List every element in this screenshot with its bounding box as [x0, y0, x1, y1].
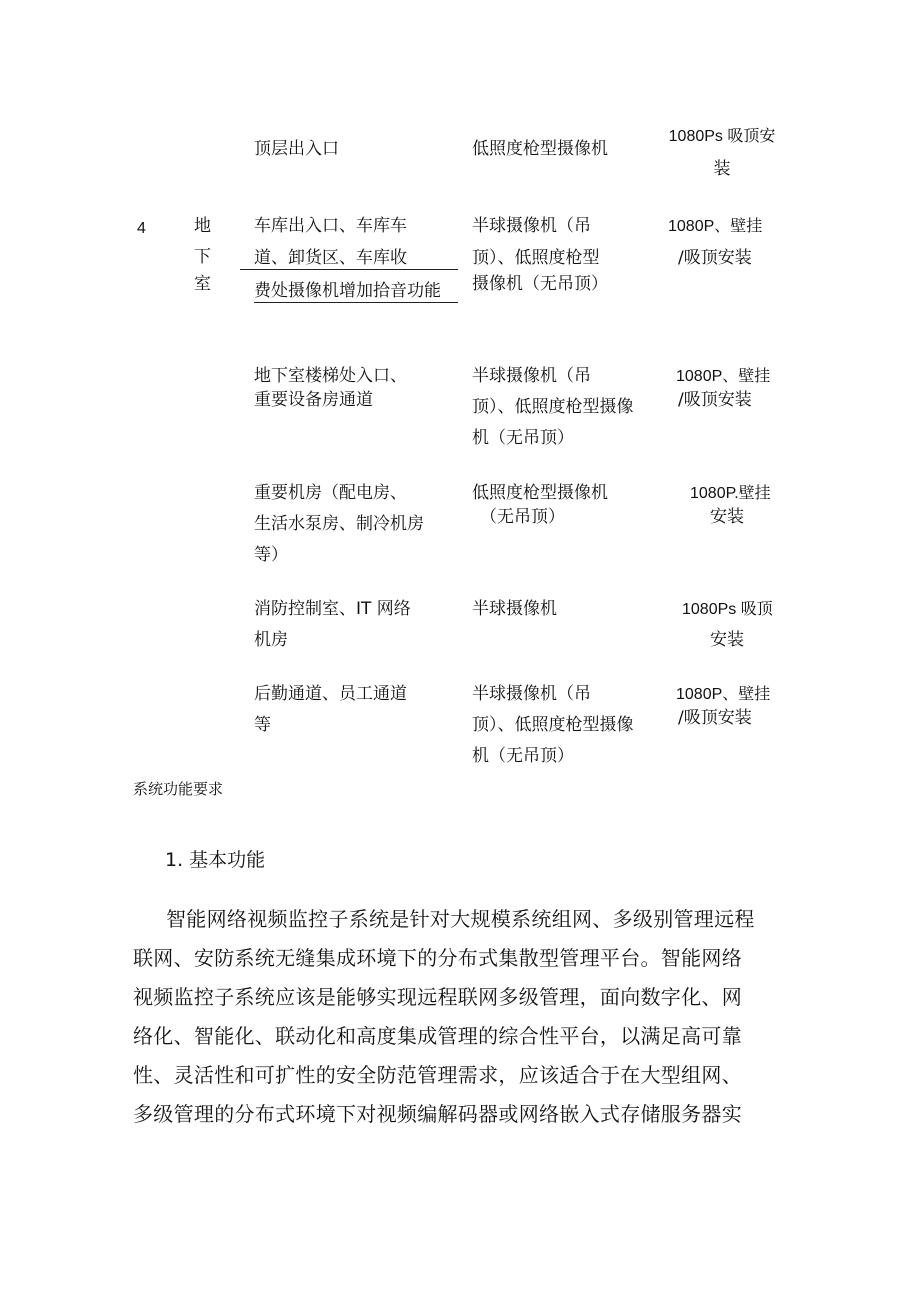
entry3-install-1: 1080P.壁挂 [690, 485, 771, 502]
paragraph-line-2: 联网、安防系统无缝集成环境下的分布式集散型管理平台。智能网络 [133, 946, 742, 970]
entry5-install-1: 1080P、壁挂 [676, 686, 771, 703]
entry4-location-1: 消防控制室、IT 网络 [254, 599, 411, 619]
row-top-install-2: 装 [713, 159, 731, 179]
entry3-location-2: 生活水泵房、制冷机房 [254, 514, 424, 534]
entry2-camera-3: 机（无吊顶） [472, 428, 574, 448]
entry5-camera-2: 顶）、低照度枪型摄像 [472, 715, 634, 735]
entry2-location-1: 地下室楼梯处入口、 [254, 366, 407, 386]
entry2-install-1: 1080P、壁挂 [676, 368, 771, 385]
entry3-location-3: 等） [254, 545, 288, 565]
entry5-location-1: 后勤通道、员工通道 [254, 684, 407, 704]
row-top-location: 顶层出入口 [254, 139, 339, 159]
paragraph-line-5: 性、灵活性和可扩性的安全防范管理需求，应该适合于在大型组网、 [133, 1063, 742, 1087]
entry2-camera-2: 顶）、低照度枪型摄像 [472, 397, 634, 417]
entry5-location-2: 等 [254, 715, 271, 735]
entry5-camera-1: 半球摄像机（吊 [472, 684, 591, 704]
entry3-camera-2: （无吊顶） [480, 507, 565, 527]
area-char-2: 下 [194, 247, 211, 267]
entry3-camera-1: 低照度枪型摄像机 [472, 483, 608, 503]
entry1-install-2: /吸顶安装 [678, 248, 752, 268]
entry5-install-2: /吸顶安装 [678, 708, 752, 728]
underline-divider [240, 269, 458, 270]
underline-text [254, 302, 458, 303]
entry4-camera-1: 半球摄像机 [472, 599, 557, 619]
entry1-install-1: 1080P、壁挂 [668, 218, 763, 235]
entry4-install-1: 1080Ps 吸顶 [682, 601, 773, 618]
entry3-install-2: 安装 [710, 507, 744, 527]
entry3-location-1: 重要机房（配电房、 [254, 483, 407, 503]
entry2-install-2: /吸顶安装 [678, 390, 752, 410]
row-top-camera: 低照度枪型摄像机 [472, 139, 608, 159]
entry1-camera-1: 半球摄像机（吊 [472, 216, 591, 236]
entry4-install-2: 安装 [710, 630, 744, 650]
entry2-location-2: 重要设备房通道 [254, 390, 373, 410]
area-char-1: 地 [194, 216, 211, 236]
subsection-title: 1. 基本功能 [165, 849, 266, 871]
area-char-3: 室 [194, 274, 211, 294]
entry2-camera-1: 半球摄像机（吊 [472, 366, 591, 386]
entry1-location-1: 车库出入口、车库车 [254, 216, 407, 236]
section-title: 系统功能要求 [133, 780, 224, 798]
body-paragraph [133, 900, 793, 1134]
entry1-camera-2: 顶）、低照度枪型 [472, 248, 600, 268]
paragraph-line-4: 络化、智能化、联动化和高度集成管理的综合性平台，以满足高可靠 [133, 1024, 742, 1048]
entry5-camera-3: 机（无吊顶） [472, 746, 574, 766]
paragraph-line-6: 多级管理的分布式环境下对视频编解码器或网络嵌入式存储服务器实 [133, 1102, 742, 1126]
entry1-location-2: 道、卸货区、车库收 [254, 248, 407, 268]
paragraph-line-1: 智能网络视频监控子系统是针对大规模系统组网、多级别管理远程 [166, 907, 755, 931]
row-top-install-1: 1080Ps 吸顶安 [668, 128, 776, 145]
entry1-location-3: 费处摄像机增加拾音功能 [254, 281, 441, 301]
entry4-location-2: 机房 [254, 630, 288, 650]
paragraph-line-3: 视频监控子系统应该是能够实现远程联网多级管理，面向数字化、网 [133, 985, 742, 1009]
row-index: 4 [137, 220, 146, 237]
entry1-camera-3: 摄像机（无吊顶） [472, 274, 608, 294]
